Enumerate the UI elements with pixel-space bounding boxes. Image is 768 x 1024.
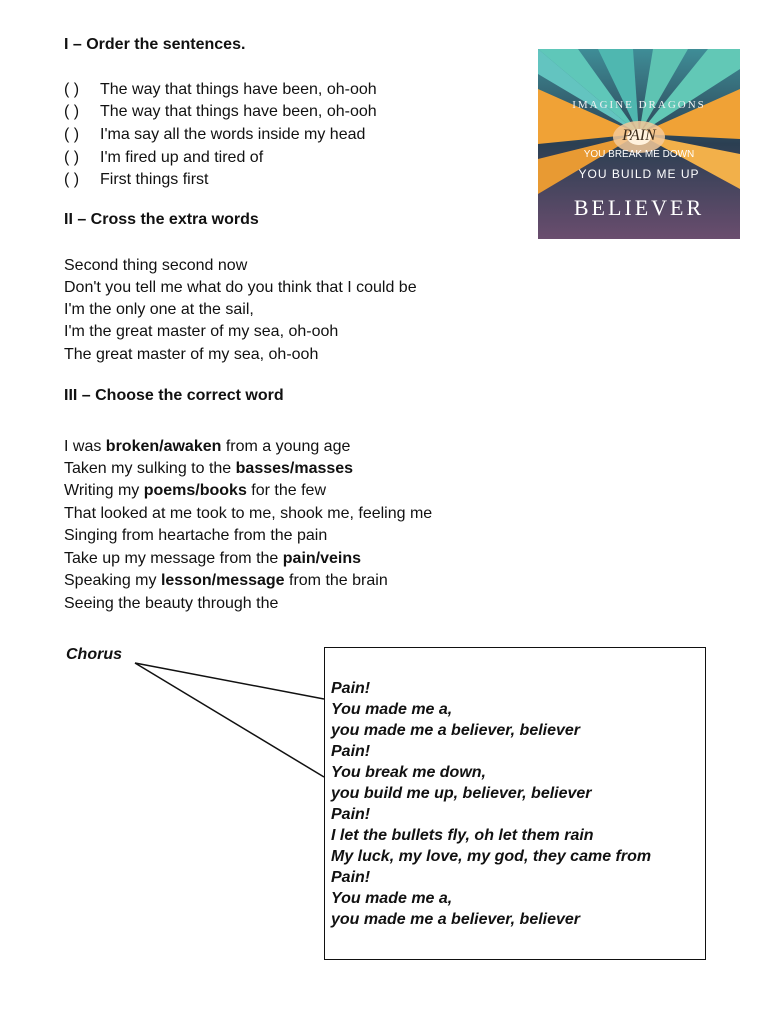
chorus-line: My luck, my love, my god, they came from (331, 848, 652, 865)
paren-blank: ( ) (64, 171, 80, 188)
section3-heading: III – Choose the correct word (64, 387, 284, 404)
chorus-line: You made me a, (331, 701, 453, 718)
chorus-line: Pain! (331, 680, 371, 697)
chorus-lyrics (331, 678, 651, 930)
paren-blank: ( ) (64, 81, 80, 98)
paren-blank: ( ) (64, 126, 80, 143)
word-choice: lesson/message (160, 572, 285, 589)
word-choice: broken/awaken (105, 438, 222, 455)
choice-line: Singing from heartache from the pain (64, 527, 328, 544)
chorus-line: Pain! (331, 743, 371, 760)
lyric-line: Second thing second now (64, 257, 248, 274)
paren-blank: ( ) (64, 149, 80, 166)
word-choice: basses/masses (235, 460, 354, 477)
lyric-line: Don't you tell me what do you think that I could be (64, 279, 417, 296)
chorus-line: You break me down, (331, 764, 486, 781)
section1-heading: I – Order the sentences. (64, 36, 246, 53)
chorus-line: Pain! (331, 806, 371, 823)
order-item: ( ) First things first (64, 171, 209, 188)
order-item: ( ) The way that things have been, oh-ooh (64, 103, 377, 120)
chorus-box (324, 647, 706, 960)
chorus-line: You made me a, (331, 890, 453, 907)
word-choice: poems/books (143, 482, 247, 499)
choice-line: That looked at me took to me, shook me, feeling me (64, 505, 433, 522)
order-item: ( ) I'ma say all the words inside my head (64, 126, 366, 143)
chorus-line: Pain! (331, 869, 371, 886)
chorus-line: you made me a believer, believer (331, 722, 581, 739)
lyric-line: I'm the only one at the sail, (64, 301, 254, 318)
paren-blank: ( ) (64, 103, 80, 120)
album-pain-text: PAIN (622, 127, 656, 144)
choice-line: Take up my message from the pain/veins (64, 550, 362, 567)
chorus-line: you made me a believer, believer (331, 911, 581, 928)
choice-line: Speaking my lesson/message from the brain (64, 572, 388, 589)
choice-line: Seeing the beauty through the (64, 595, 279, 612)
album-artist: IMAGINE DRAGONS (572, 99, 706, 111)
album-title: BELIEVER (573, 195, 705, 220)
order-item: ( ) I'm fired up and tired of (64, 149, 264, 166)
album-build-line: YOU BUILD ME UP (578, 167, 700, 181)
chorus-line: I let the bullets fly, oh let them rain (331, 827, 594, 844)
choice-line: Taken my sulking to the basses/masses (64, 460, 354, 477)
choice-line: Writing my poems/books for the few (64, 482, 327, 499)
section2-heading: II – Cross the extra words (64, 211, 259, 228)
album-break-line: YOU BREAK ME DOWN (583, 149, 695, 160)
lyric-line: The great master of my sea, oh-ooh (64, 346, 319, 363)
chorus-label: Chorus (66, 646, 122, 663)
chorus-line: you build me up, believer, believer (331, 785, 592, 802)
choice-line: I was broken/awaken from a young age (64, 438, 351, 455)
order-item: ( ) The way that things have been, oh-ooh (64, 81, 377, 98)
lyric-line: I'm the great master of my sea, oh-ooh (64, 323, 339, 340)
word-choice: pain/veins (282, 550, 362, 567)
